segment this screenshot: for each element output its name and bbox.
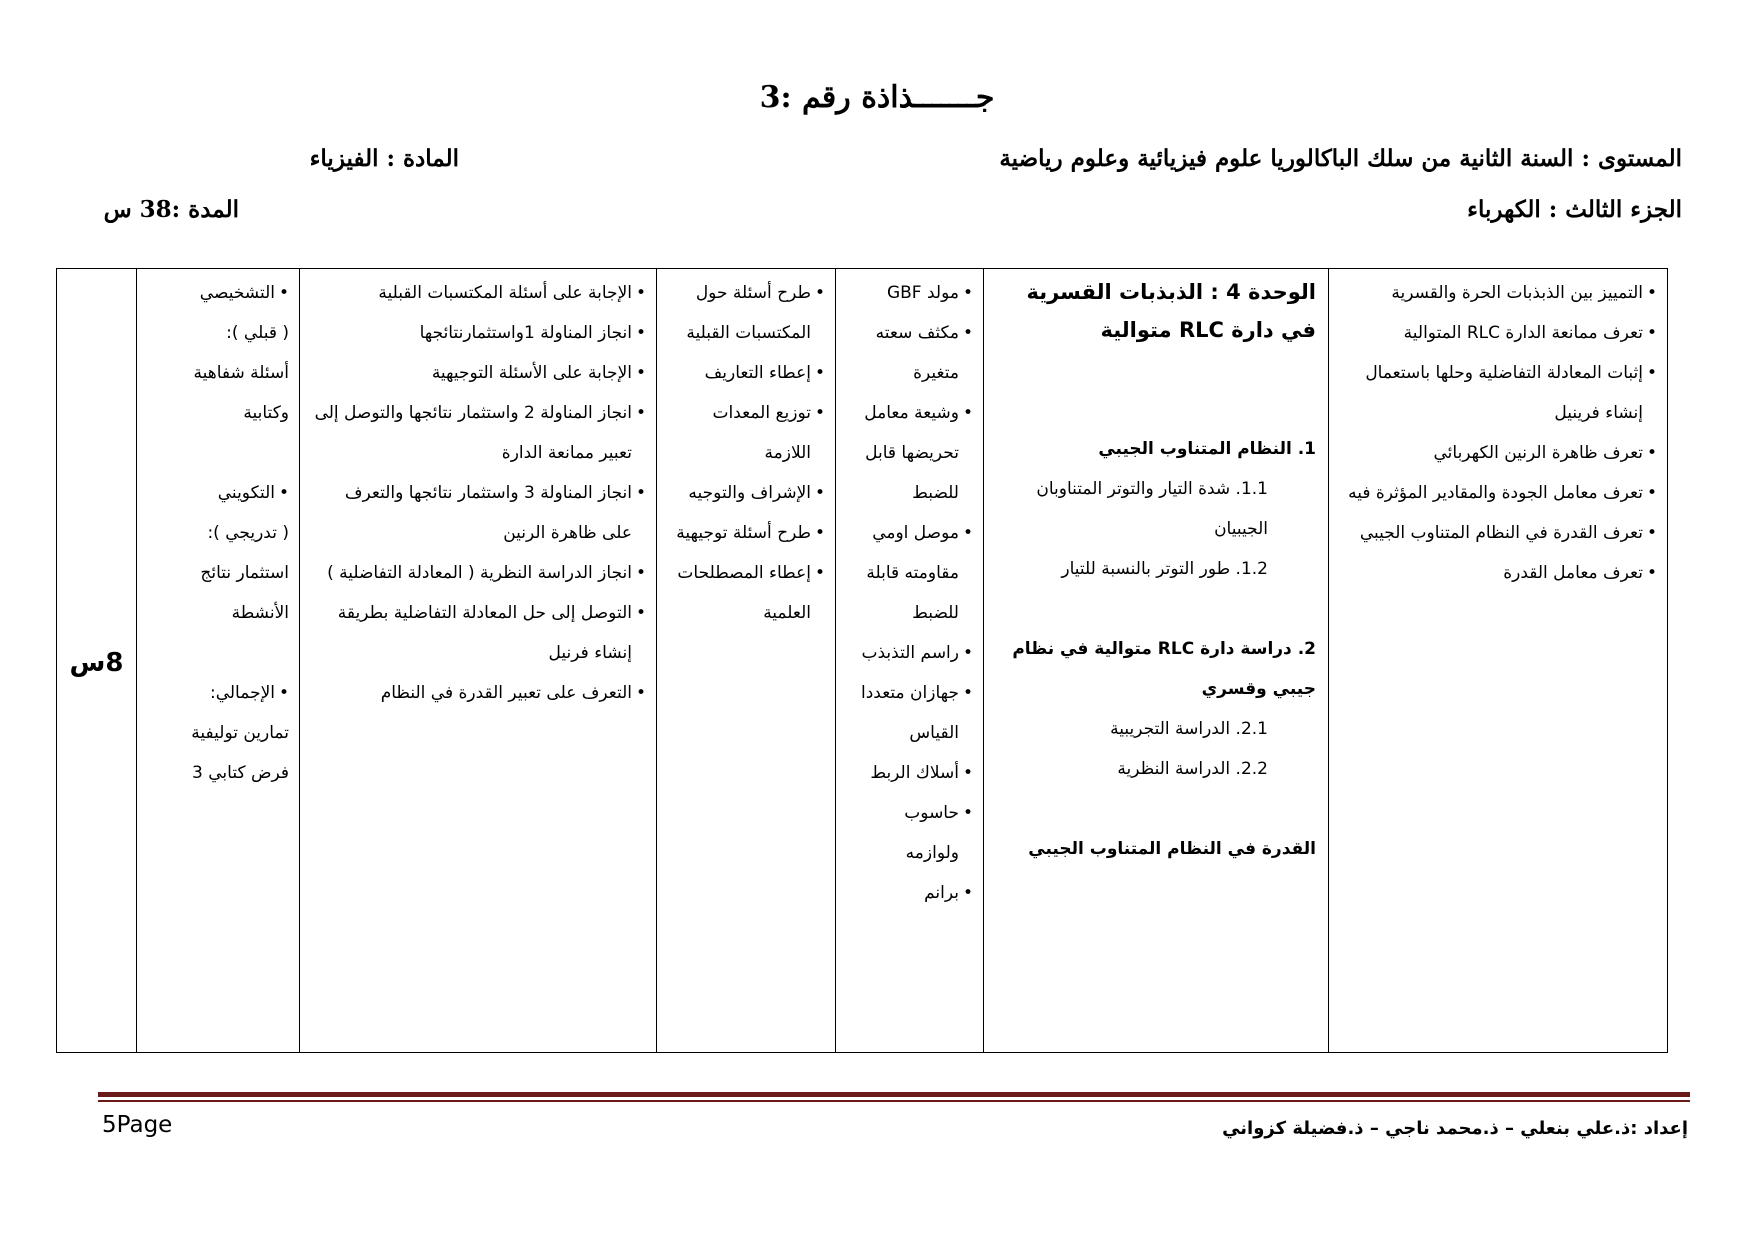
- learner-activities-cell: [300, 269, 657, 1053]
- evaluation-desc: استثمار نتائج الأنشطة: [200, 563, 289, 623]
- list-item: • إعطاء المصطلحات العلمية: [667, 553, 825, 633]
- content-cell: [984, 269, 1329, 1053]
- list-item: • راسم التذبذب: [846, 633, 973, 673]
- spacer: [994, 589, 1316, 629]
- list-item: • انجاز المناولة 2 واستثمار نتائجها والتوصل إلى تعبير ممانعة الدارة: [310, 393, 646, 473]
- list-item: • تعرف ممانعة الدارة RLC المتوالية: [1339, 313, 1657, 353]
- unit-title: الوحدة 4 : الذبذبات القسرية في دارة RLC متوالية: [1026, 280, 1316, 342]
- list-item: • مولد GBF: [846, 273, 973, 313]
- subsection: 2.1. الدراسة التجريبية: [1110, 719, 1268, 739]
- subsection: 2.2. الدراسة النظرية: [1117, 759, 1268, 779]
- list-item: • طرح أسئلة حول المكتسبات القبلية: [667, 273, 825, 353]
- evaluation-desc: تمارين توليفية: [191, 723, 289, 743]
- subsection: 1.1. شدة التيار والتوتر المتناوبان الجيبيان: [1036, 479, 1268, 539]
- list-item: • التعرف على تعبير القدرة في النظام: [310, 673, 646, 713]
- list-item: • تعرف القدرة في النظام المتناوب الجيبي: [1339, 513, 1657, 553]
- list-item: • طرح أسئلة توجيهية: [667, 513, 825, 553]
- spacer: [147, 633, 289, 673]
- list-item: • جهازان متعددا القياس: [846, 673, 973, 753]
- objectives-list: [1339, 273, 1657, 593]
- teacher-activities-cell: [657, 269, 836, 1053]
- materials-cell: [836, 269, 984, 1053]
- footer-divider: [98, 1100, 1690, 1102]
- list-item: • تعرف معامل الجودة والمقادير المؤثرة فيه: [1339, 473, 1657, 513]
- section-heading: 2. دراسة دارة RLC متوالية في نظام جيبي وقسري: [1012, 639, 1316, 699]
- page-title: جـــــــذاذة رقم :3: [759, 80, 995, 115]
- list-item: • موصل اومي مقاومته قابلة للضبط: [846, 513, 973, 633]
- list-item: • انجاز المناولة 3 واستثمار نتائجها والتعرف على ظاهرة الرنين: [310, 473, 646, 553]
- section-heading: القدرة في النظام المتناوب الجيبي: [1028, 839, 1316, 859]
- evaluation-cell: [137, 269, 300, 1053]
- list-item: • وشيعة معامل تحريضها قابل للضبط: [846, 393, 973, 513]
- list-item: • برانم: [846, 873, 973, 913]
- level-label: المستوى : السنة الثانية من سلك الباكالوريا علوم فيزيائية وعلوم رياضية: [999, 145, 1682, 172]
- footer-divider: [98, 1092, 1690, 1097]
- evaluation-list: [147, 273, 289, 313]
- list-item: • التوصل إلى حل المعادلة التفاضلية بطريقة إنشاء فرنيل: [310, 593, 646, 673]
- list-item: • أسلاك الربط: [846, 753, 973, 793]
- list-item: • الإجابة على أسئلة المكتسبات القبلية: [310, 273, 646, 313]
- evaluation-list: [147, 473, 289, 513]
- list-item: • الإجابة على الأسئلة التوجيهية: [310, 353, 646, 393]
- spacer: [994, 789, 1316, 829]
- list-item: • حاسوب ولوازمه: [846, 793, 973, 873]
- part-label: الجزء الثالث : الكهرباء: [1467, 196, 1682, 223]
- list-item: • التشخيصي: [147, 273, 289, 313]
- list-item: • الإجمالي:: [147, 673, 289, 713]
- spacer: [994, 349, 1316, 429]
- evaluation-type: ( قبلي ):: [226, 323, 289, 343]
- list-item: • انجاز المناولة 1واستثمارنتائجها: [310, 313, 646, 353]
- footer-authors: إعداد :ذ.علي بنعلي – ذ.محمد ناجي – ذ.فضيلة كزواني: [1222, 1118, 1688, 1139]
- list-item: • توزيع المعدات اللازمة: [667, 393, 825, 473]
- list-item: • إعطاء التعاريف: [667, 353, 825, 393]
- materials-list: [846, 273, 973, 913]
- evaluation-desc: فرض كتابي 3: [192, 763, 289, 783]
- list-item: • إثبات المعادلة التفاضلية وحلها باستعمال إنشاء فرينيل: [1339, 353, 1657, 433]
- list-item: • تعرف ظاهرة الرنين الكهربائي: [1339, 433, 1657, 473]
- list-item: • التكويني: [147, 473, 289, 513]
- list-item: • انجاز الدراسة النظرية ( المعادلة التفاضلية ): [310, 553, 646, 593]
- objectives-cell: [1329, 269, 1668, 1053]
- spacer: [147, 433, 289, 473]
- evaluation-type: ( تدريجي ):: [207, 523, 289, 543]
- list-item: • مكثف سعته متغيرة: [846, 313, 973, 393]
- list-item: • التمييز بين الذبذبات الحرة والقسرية: [1339, 273, 1657, 313]
- evaluation-list: [147, 673, 289, 713]
- page-number: 5Page: [102, 1112, 173, 1138]
- table-row: [57, 269, 1668, 1053]
- subsection: 1.2. طور التوتر بالنسبة للتيار: [1061, 559, 1268, 579]
- hours-cell: 8س: [57, 269, 137, 1053]
- lesson-plan-table: [56, 268, 1668, 1053]
- evaluation-desc: أسئلة شفاهية وكتابية: [193, 363, 289, 423]
- duration-label: المدة :38 س: [103, 196, 239, 223]
- section-heading: 1. النظام المتناوب الجيبي: [1098, 439, 1316, 459]
- teacher-activities-list: [667, 273, 825, 633]
- list-item: • تعرف معامل القدرة: [1339, 553, 1657, 593]
- list-item: • الإشراف والتوجيه: [667, 473, 825, 513]
- learner-activities-list: [310, 273, 646, 713]
- subject-label: المادة : الفيزياء: [309, 145, 459, 172]
